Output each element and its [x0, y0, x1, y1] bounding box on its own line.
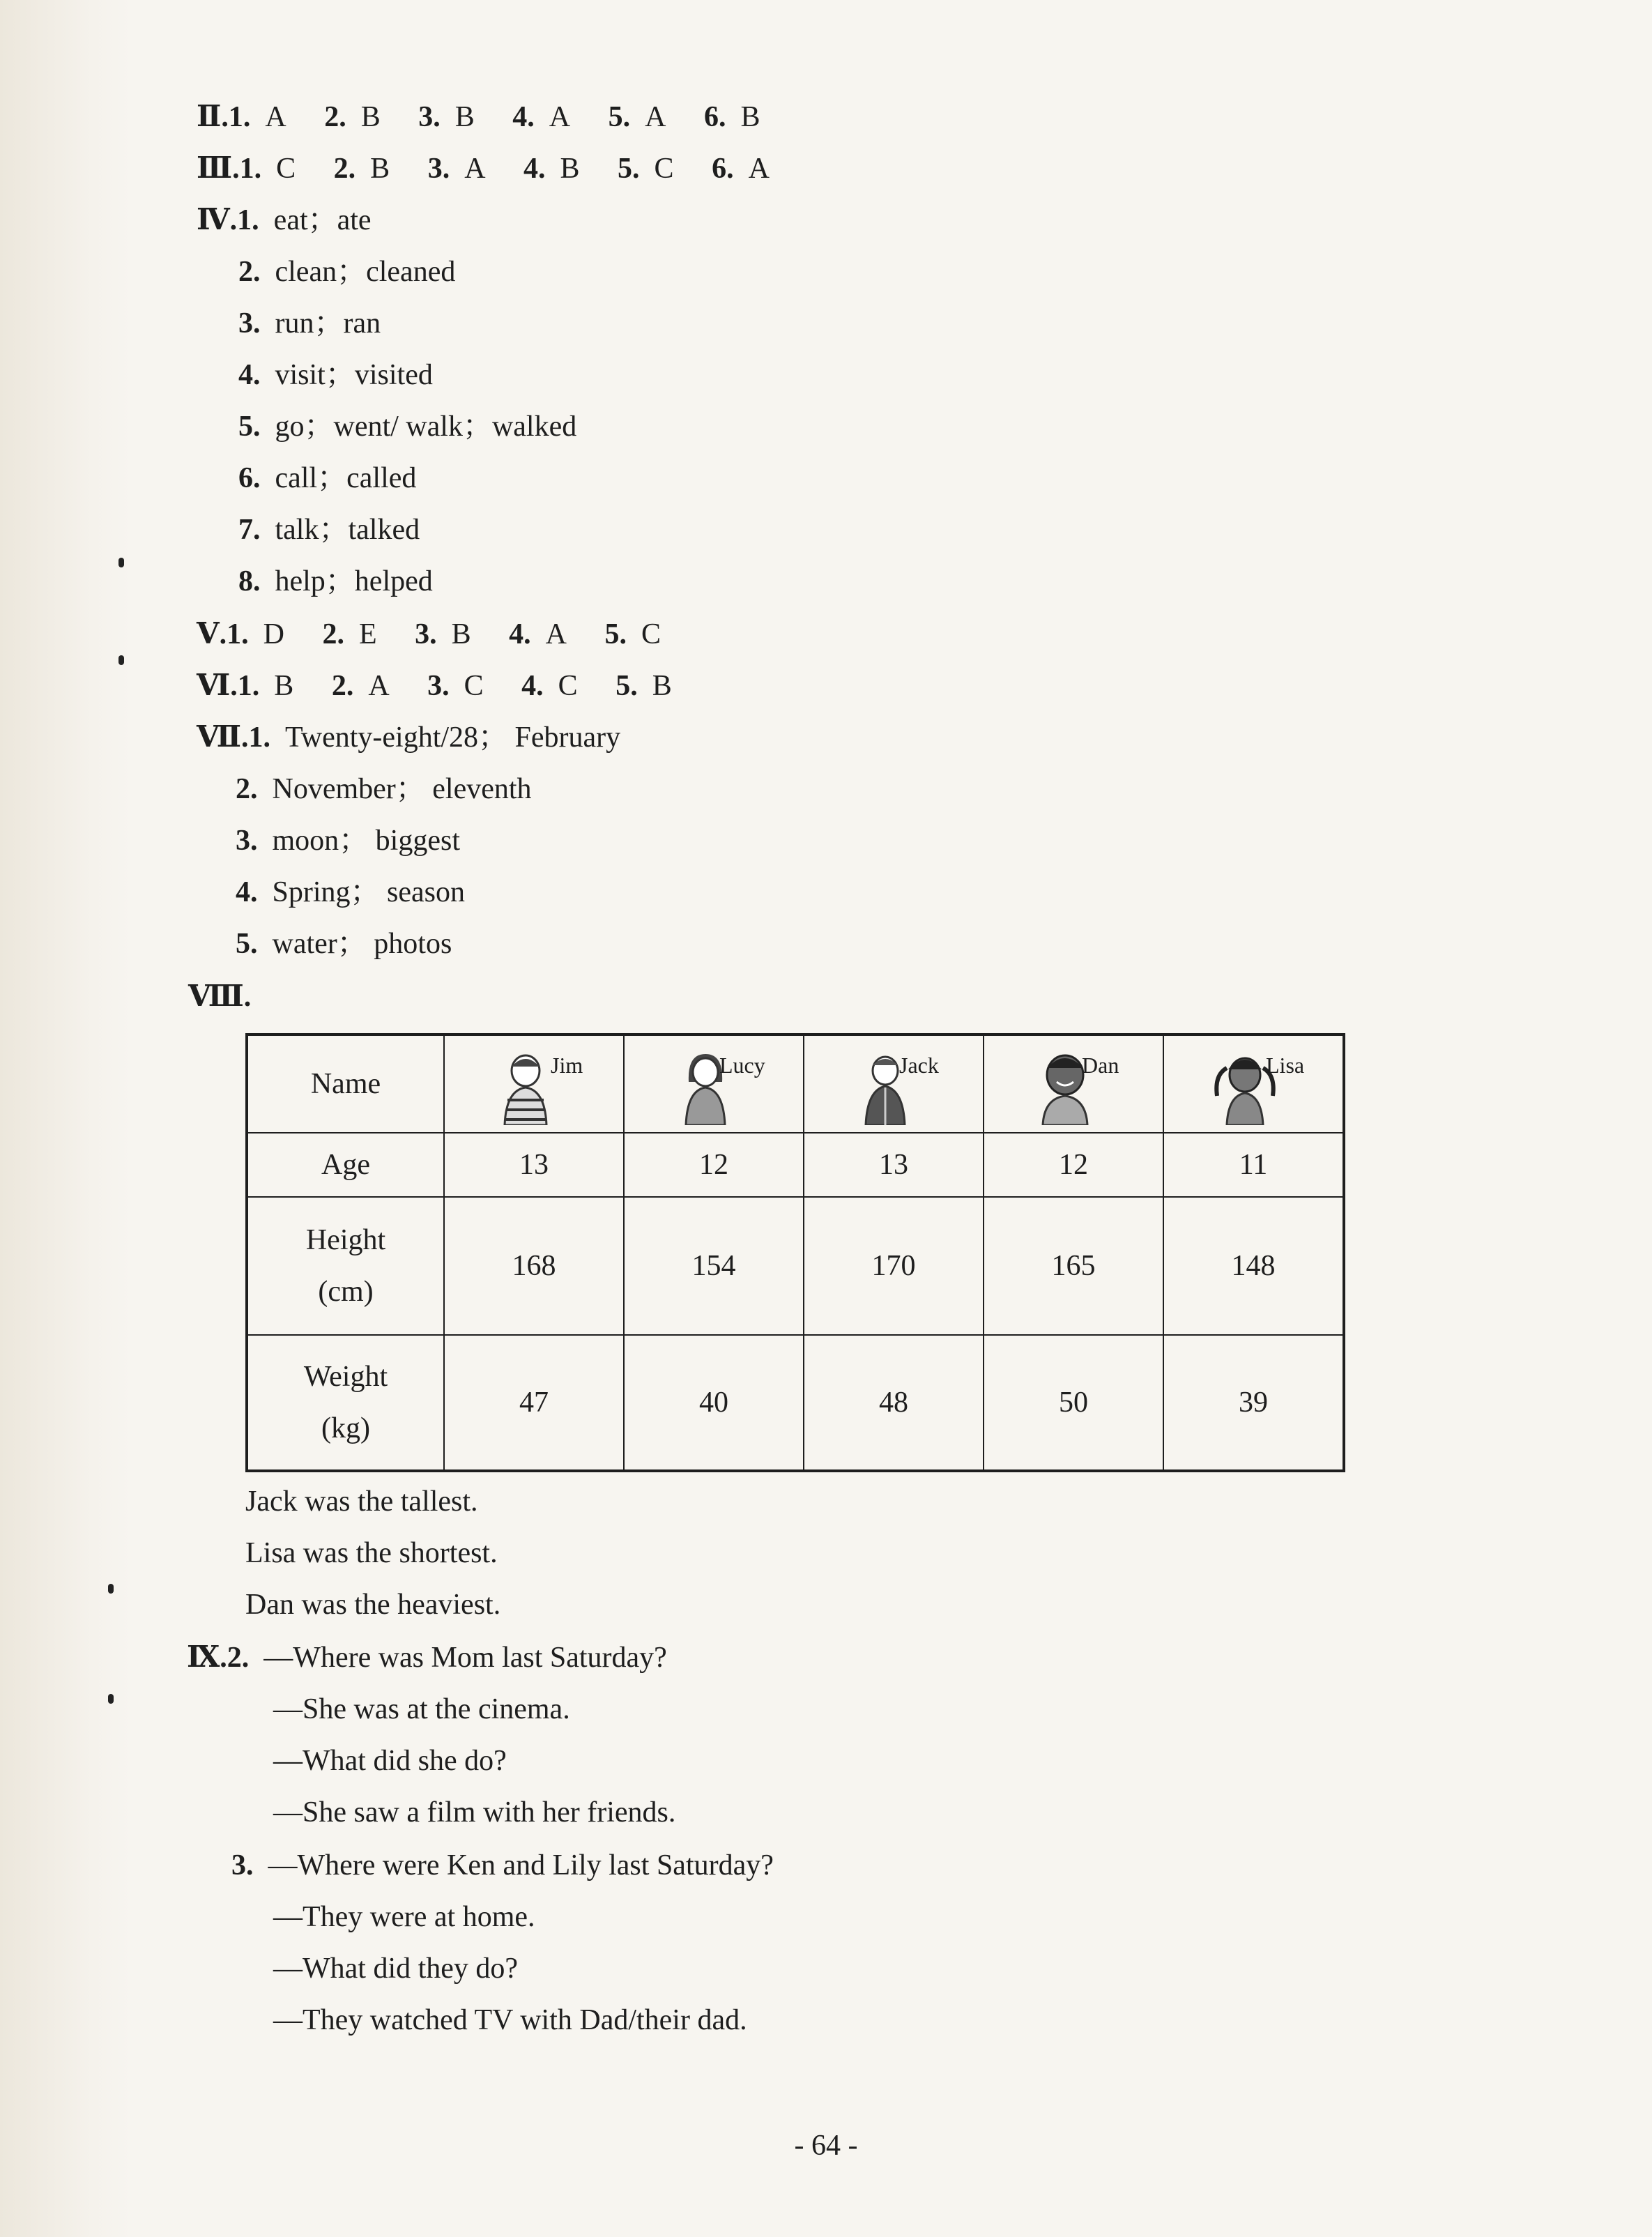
- section-7-item-4: [236, 874, 465, 910]
- table-row-age: [247, 1133, 1344, 1197]
- item-answer: eat；ate: [273, 204, 372, 236]
- item-number: 6.: [712, 153, 734, 185]
- section-7-item-1: [197, 719, 620, 756]
- edge-mark: [108, 1584, 114, 1594]
- dialogue-line: —They were at home.: [273, 1901, 535, 1933]
- item-number: 5.: [615, 670, 638, 702]
- item-answer: help；helped: [275, 565, 433, 597]
- item-number: 2.: [324, 101, 346, 133]
- section-3-answers: [197, 151, 770, 187]
- item-answer: November； eleventh: [272, 773, 532, 805]
- item-number: 1.: [228, 101, 251, 133]
- person-cell-lisa: [1163, 1034, 1344, 1133]
- item-number: 6.: [703, 101, 726, 133]
- section-4-item-5: [238, 409, 576, 445]
- item-answer: E: [358, 618, 377, 650]
- section-2-answers: [197, 99, 760, 135]
- item-number: 2.: [333, 153, 356, 185]
- item-number: 1.: [237, 204, 259, 236]
- item-number: 5.: [238, 411, 261, 443]
- table-cell: 40: [624, 1335, 804, 1471]
- row-header-unit: (kg): [321, 1412, 370, 1444]
- section-4-item-3: [238, 305, 381, 342]
- item-answer: call；called: [275, 462, 417, 494]
- item-number: 1.: [237, 670, 260, 702]
- sentence: Lisa was the shortest.: [245, 1537, 498, 1569]
- item-answer: A: [368, 670, 390, 702]
- page-binding-edge: [0, 0, 132, 2237]
- item-number: 4.: [512, 101, 535, 133]
- item-number: 5.: [608, 101, 631, 133]
- row-header-age: Age: [247, 1133, 444, 1197]
- item-number: 2.: [322, 618, 344, 650]
- item-number: 8.: [238, 565, 261, 597]
- item-answer: clean；cleaned: [275, 256, 456, 288]
- item-number: 1.: [239, 153, 262, 185]
- item-number: 3.: [418, 101, 441, 133]
- page-number: - 64 -: [794, 2130, 858, 2162]
- item-number: 1.: [227, 618, 249, 650]
- item-number: 2.: [331, 670, 354, 702]
- section-4-item-1: [197, 202, 372, 238]
- item-number: 2.: [236, 773, 258, 805]
- item-answer: B: [360, 101, 381, 133]
- item-answer: C: [654, 153, 674, 185]
- section-label: Ⅷ.: [188, 981, 252, 1013]
- item-number: 3.: [238, 307, 261, 339]
- boy-striped-shirt-icon: [491, 1047, 560, 1125]
- sentence: Jack was the tallest.: [245, 1486, 478, 1518]
- item-number: 5.: [618, 153, 640, 185]
- item-answer: B: [274, 670, 294, 702]
- table-row-name: [247, 1034, 1344, 1133]
- item-answer: C: [641, 618, 661, 650]
- item-answer: moon； biggest: [272, 825, 460, 857]
- section-7-item-5: [236, 926, 452, 962]
- row-header-unit: (cm): [318, 1276, 374, 1308]
- item-number: 3.: [427, 670, 450, 702]
- item-number: 1.: [248, 722, 271, 754]
- student-data-table: [245, 1033, 1345, 1472]
- edge-mark: [118, 655, 124, 665]
- table-cell: 168: [444, 1197, 624, 1335]
- item-answer: water； photos: [272, 928, 452, 960]
- section-4-item-7: [238, 512, 420, 548]
- section-9-item-3-line-1: [231, 1847, 774, 1884]
- item-answer: Spring； season: [272, 876, 465, 908]
- item-number: 3.: [427, 153, 450, 185]
- section-4-item-8: [238, 563, 433, 600]
- section-6-answers: [197, 668, 672, 704]
- row-header-weight: [247, 1335, 444, 1471]
- edge-mark: [118, 558, 124, 567]
- item-number: 4.: [509, 618, 531, 650]
- item-number: 3.: [415, 618, 437, 650]
- dialogue-line: —What did she do?: [273, 1745, 507, 1777]
- item-answer: C: [464, 670, 484, 702]
- person-name: Dan: [1082, 1053, 1119, 1078]
- section-4-item-2: [238, 254, 455, 290]
- table-cell: 13: [444, 1133, 624, 1197]
- row-header-line: Height: [305, 1224, 386, 1256]
- table-cell: 13: [804, 1133, 984, 1197]
- person-name: Jack: [899, 1053, 939, 1078]
- item-number: 5.: [236, 928, 258, 960]
- item-answer: A: [545, 618, 567, 650]
- item-answer: go；went/ walk；walked: [275, 411, 577, 443]
- table-cell: 12: [984, 1133, 1163, 1197]
- item-answer: visit；visited: [275, 359, 433, 391]
- table-cell: 39: [1163, 1335, 1344, 1471]
- item-answer: Twenty-eight/28； February: [285, 722, 621, 754]
- section-9-item-2-line-1: [187, 1640, 667, 1676]
- table-cell: 48: [804, 1335, 984, 1471]
- item-number: 6.: [238, 462, 261, 494]
- item-answer: B: [370, 153, 390, 185]
- section-label: Ⅴ.: [197, 618, 227, 650]
- person-cell-dan: [984, 1034, 1163, 1133]
- section-7-item-3: [236, 823, 460, 859]
- item-answer: A: [645, 101, 666, 133]
- item-answer: B: [560, 153, 580, 185]
- row-header-line: Weight: [303, 1361, 388, 1393]
- item-answer: run；ran: [275, 307, 381, 339]
- item-answer: C: [276, 153, 296, 185]
- section-4-item-6: [238, 460, 416, 496]
- table-row-height: [247, 1197, 1344, 1335]
- sentence: Dan was the heaviest.: [245, 1589, 501, 1621]
- item-answer: B: [451, 618, 471, 650]
- section-5-answers: [197, 616, 661, 652]
- section-label: Ⅲ.: [197, 153, 240, 185]
- person-cell-jack: [804, 1034, 984, 1133]
- item-number: 5.: [604, 618, 627, 650]
- item-answer: B: [652, 670, 672, 702]
- row-header-name: Name: [247, 1034, 444, 1133]
- item-number: 7.: [238, 514, 261, 546]
- item-number: 3.: [231, 1849, 254, 1881]
- table-cell: 12: [624, 1133, 804, 1197]
- item-number: 4.: [523, 153, 546, 185]
- row-header-height: [247, 1197, 444, 1335]
- section-label: Ⅱ.: [197, 101, 229, 133]
- section-4-item-4: [238, 357, 433, 393]
- person-name: Lisa: [1266, 1053, 1305, 1078]
- dialogue-line: —They watched TV with Dad/their dad.: [273, 2004, 747, 2036]
- item-number: 4.: [238, 359, 261, 391]
- table-row-weight: [247, 1335, 1344, 1471]
- table-cell: 11: [1163, 1133, 1344, 1197]
- section-label: Ⅳ.: [197, 204, 238, 236]
- table-cell: 148: [1163, 1197, 1344, 1335]
- table-cell: 47: [444, 1335, 624, 1471]
- item-answer: D: [263, 618, 284, 650]
- item-number: 4.: [521, 670, 544, 702]
- item-number: 2.: [238, 256, 261, 288]
- dialogue-line: —She was at the cinema.: [273, 1693, 570, 1725]
- section-7-item-2: [236, 771, 532, 807]
- item-answer: C: [558, 670, 578, 702]
- section-label: Ⅵ.: [197, 670, 238, 702]
- dialogue-line: —She saw a film with her friends.: [273, 1796, 676, 1828]
- item-number: 4.: [236, 876, 258, 908]
- person-name: Lucy: [719, 1053, 765, 1078]
- item-answer: A: [265, 101, 286, 133]
- person-name: Jim: [551, 1053, 583, 1078]
- item-number: 2.: [227, 1642, 250, 1674]
- item-answer: A: [549, 101, 571, 133]
- section-label: Ⅶ.: [197, 722, 249, 754]
- dialogue-line: —Where was Mom last Saturday?: [263, 1642, 667, 1674]
- person-cell-lucy: [624, 1034, 804, 1133]
- dialogue-line: —Where were Ken and Lily last Saturday?: [268, 1849, 774, 1881]
- section-label: Ⅸ.: [187, 1642, 227, 1674]
- edge-mark: [108, 1694, 114, 1704]
- person-cell-jim: [444, 1034, 624, 1133]
- item-answer: A: [464, 153, 486, 185]
- dialogue-line: —What did they do?: [273, 1953, 519, 1985]
- item-number: 3.: [236, 825, 258, 857]
- item-answer: B: [454, 101, 475, 133]
- item-answer: A: [748, 153, 770, 185]
- section-8-label: [188, 979, 251, 1015]
- table-cell: 170: [804, 1197, 984, 1335]
- table-cell: 165: [984, 1197, 1163, 1335]
- item-answer: B: [740, 101, 760, 133]
- item-answer: talk；talked: [275, 514, 420, 546]
- table-cell: 50: [984, 1335, 1163, 1471]
- table-cell: 154: [624, 1197, 804, 1335]
